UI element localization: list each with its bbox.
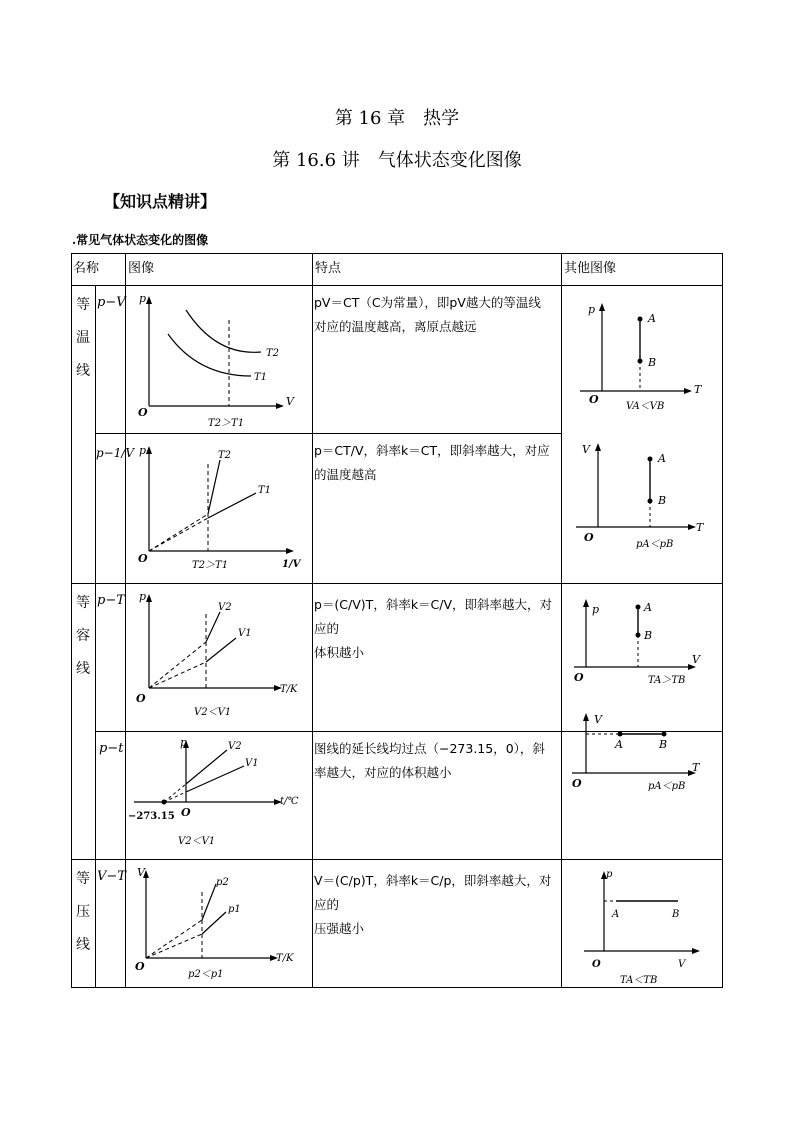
graph-caption: T2＞T1 xyxy=(192,560,229,571)
line-v2-label: V2 xyxy=(218,602,232,613)
point-b-label: B xyxy=(672,909,680,920)
graph-caption: VA＜VB xyxy=(626,401,665,412)
origin-label: O xyxy=(592,959,601,970)
p2-line xyxy=(202,884,216,920)
v2-line xyxy=(206,612,220,642)
point-b-label: B xyxy=(659,738,668,751)
chapter-title: 第 16 章 热学 xyxy=(334,108,460,129)
point-b xyxy=(638,359,643,364)
graph-isotherm-p-inv-v xyxy=(126,434,312,583)
desc-isothermal-pv: pV＝CT（C为常量），即pV越大的等温线 对应的温度越高，离原点越远 xyxy=(314,295,541,334)
group-isothermal: 等 温 线 xyxy=(76,297,90,379)
y-arrow-icon xyxy=(583,713,589,721)
origin-label: O xyxy=(181,806,191,819)
header-other-graphs: 其他图像 xyxy=(564,261,617,276)
group-isobaric: 等 压 线 xyxy=(76,871,90,953)
graph-caption: T2＞T1 xyxy=(208,418,245,429)
other-graph-pv-isothermal xyxy=(562,587,722,695)
row-label-p-v: p−V xyxy=(97,295,126,310)
header-graph: 图像 xyxy=(128,261,155,276)
point-a-label: A xyxy=(615,738,623,751)
graph-isochore-pt xyxy=(126,584,312,731)
y-axis-label: V xyxy=(137,866,145,879)
y-arrow-icon xyxy=(595,443,601,451)
origin-label: O xyxy=(135,960,145,973)
line-v1-label: V1 xyxy=(238,628,252,639)
section-heading: 【知识点精讲】 xyxy=(104,192,217,211)
other-graph-pv-horizontal xyxy=(562,863,722,985)
row-label-p-inv-v: p−1/V xyxy=(96,446,135,460)
y-axis-label: p xyxy=(180,736,188,749)
y-axis-label: p xyxy=(139,444,147,457)
gas-state-graph-table xyxy=(71,253,723,988)
t2-line xyxy=(208,460,220,514)
other-graph-pt-isochoric xyxy=(562,287,722,427)
row-label-v-t: V−T xyxy=(97,869,126,884)
point-a xyxy=(638,317,643,322)
y-axis-label: p xyxy=(606,869,613,880)
origin-label: O xyxy=(572,777,582,790)
y-axis-label: p xyxy=(588,303,596,316)
x-axis-label: V xyxy=(692,653,700,666)
t2-extension xyxy=(149,514,208,551)
isotherm-t1-curve xyxy=(168,334,251,376)
graph-caption: pA＜pB xyxy=(636,539,674,550)
x-axis-label: T xyxy=(692,761,700,774)
t1-line xyxy=(208,493,256,518)
origin-label: O xyxy=(138,552,148,565)
y-arrow-icon xyxy=(146,296,152,304)
origin-label: O xyxy=(584,531,594,544)
x-axis-label: 1/V xyxy=(282,559,301,570)
x-arrow-icon xyxy=(688,524,696,530)
graph-caption: V2＜V1 xyxy=(178,836,216,847)
graph-caption: TA＜TB xyxy=(620,975,658,985)
x-arrow-icon xyxy=(692,948,700,954)
graph-caption: pA＜pB xyxy=(648,781,686,792)
y-arrow-icon xyxy=(599,303,605,311)
graph-isobar-vt xyxy=(126,860,312,987)
desc-isobaric-vt: V＝(C/p)T，斜率k＝C/p，即斜率越大，对应的 压强越小 xyxy=(314,873,552,936)
y-arrow-icon xyxy=(146,594,152,602)
point-b xyxy=(662,732,667,737)
y-axis-label: V xyxy=(594,713,602,726)
graph-caption: TA＞TB xyxy=(648,675,686,686)
curve-t2-label: T2 xyxy=(266,348,280,359)
lesson-title: 第 16.6 讲 气体状态变化图像 xyxy=(272,150,522,171)
isotherm-t2-curve xyxy=(186,310,261,352)
origin-label: O xyxy=(589,393,599,406)
line-t1-label: T1 xyxy=(258,485,272,496)
v2-extension xyxy=(149,642,206,688)
graph-caption: V2＜V1 xyxy=(194,707,232,718)
x-axis-label: V xyxy=(678,959,686,970)
desc-isothermal-p-inv-v: p＝CT/V，斜率k＝CT，即斜率越大，对应 的温度越高 xyxy=(314,443,550,482)
header-feature: 特点 xyxy=(315,261,342,276)
p1-extension xyxy=(146,934,202,958)
group-isochoric: 等 容 线 xyxy=(76,595,90,677)
intercept-label: −273.15 xyxy=(128,811,175,822)
point-b-label: B xyxy=(648,356,657,369)
line-v1-label: V1 xyxy=(245,758,259,769)
point-b xyxy=(648,499,653,504)
desc-isochoric-pt-celsius: 图线的延长线均过点（−273.15，0），斜 率越大，对应的体积越小 xyxy=(314,741,545,780)
line-p1-label: p1 xyxy=(228,904,241,915)
origin-label: O xyxy=(574,671,584,684)
x-arrow-icon xyxy=(286,548,294,554)
y-axis-label: p xyxy=(592,603,600,616)
x-arrow-icon xyxy=(276,403,284,409)
x-axis-label: T/K xyxy=(276,953,294,964)
origin-label: O xyxy=(136,692,146,705)
x-axis-label: V xyxy=(286,395,294,408)
other-graph-vt-horizontal xyxy=(562,709,722,805)
point-a-label: A xyxy=(648,312,656,325)
point-a-label: A xyxy=(658,452,666,465)
row-label-p-celsius: p−t xyxy=(99,741,124,756)
x-axis-label: T/K xyxy=(280,684,298,695)
row-label-p-t: p−T xyxy=(97,593,125,608)
point-a-label: A xyxy=(644,601,652,614)
origin-label: O xyxy=(138,406,148,419)
table-caption: .常见气体状态变化的图像 xyxy=(72,233,209,247)
desc-isochoric-pt: p＝(C/V)T，斜率k＝C/V，即斜率越大，对应的 体积越小 xyxy=(314,597,553,660)
x-axis-label: T xyxy=(694,383,702,396)
y-arrow-icon xyxy=(146,446,152,454)
v1-extension xyxy=(149,662,206,688)
curve-t1-label: T1 xyxy=(254,372,268,383)
v2-line xyxy=(186,750,227,784)
graph-isochore-p-celsius xyxy=(126,732,312,859)
graph-caption: p2＜p1 xyxy=(188,969,224,980)
line-v2-label: V2 xyxy=(228,741,242,752)
point-a xyxy=(636,605,641,610)
t1-extension xyxy=(149,518,208,551)
point-b xyxy=(636,633,641,638)
point-a xyxy=(648,457,653,462)
point-b-label: B xyxy=(658,494,667,507)
x-arrow-icon xyxy=(684,388,692,394)
graph-isotherm-pv xyxy=(126,286,312,433)
v1-line xyxy=(206,638,236,662)
y-arrow-icon xyxy=(583,599,589,607)
x-axis-label: t/℃ xyxy=(280,796,299,807)
v1-line xyxy=(186,766,244,792)
point-a-label: A xyxy=(612,909,620,920)
point-b-label: B xyxy=(644,629,653,642)
header-name: 名称 xyxy=(73,261,100,276)
y-axis-label: V xyxy=(582,443,590,456)
y-axis-label: p xyxy=(139,292,147,305)
p1-line xyxy=(202,912,226,934)
line-t2-label: T2 xyxy=(218,450,232,461)
p2-extension xyxy=(146,920,202,958)
x-axis-label: T xyxy=(696,521,704,534)
point-a xyxy=(618,732,623,737)
y-axis-label: p xyxy=(139,590,147,603)
line-p2-label: p2 xyxy=(216,877,229,888)
other-graph-vt-isobaric xyxy=(562,435,722,575)
